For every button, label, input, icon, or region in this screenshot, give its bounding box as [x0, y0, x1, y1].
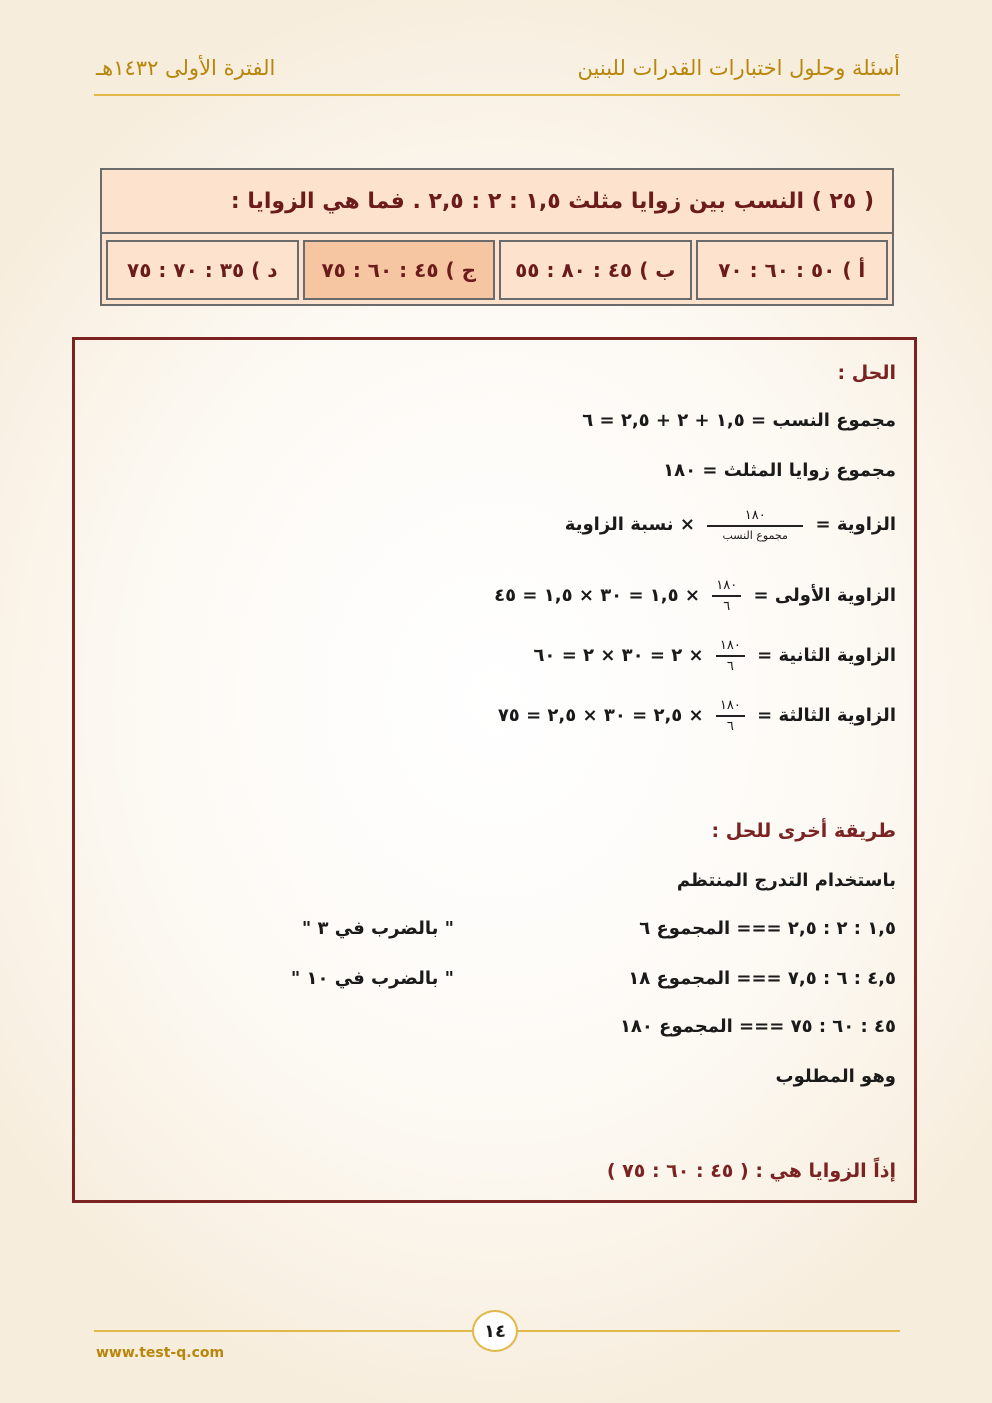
angle-3-fraction — [716, 698, 745, 734]
option-a-value: ٥٠ : ٦٠ : ٧٠ — [718, 258, 836, 282]
note-multiply-3: " بالضرب في ٣ " — [301, 918, 454, 939]
angle-1-rest: × ١,٥ = ٣٠ × ١,٥ = ٤٥ — [494, 584, 700, 606]
solution-heading: الحل : — [837, 362, 896, 384]
angle-3-line — [498, 698, 896, 734]
sum-of-angles: مجموع زوايا المثلث = ١٨٠ — [663, 460, 896, 481]
fraction-numerator: ١٨٠ — [716, 578, 738, 593]
options-row — [102, 236, 892, 304]
fraction-numerator: ١٨٠ — [719, 638, 741, 653]
angle-2-rest: × ٢ = ٣٠ × ٢ = ٦٠ — [533, 644, 704, 666]
angle-1-line — [494, 578, 896, 614]
fraction-numerator: ١٨٠ — [719, 698, 741, 713]
fraction-denominator: ٦ — [726, 658, 734, 674]
step-1: ١,٥ : ٢ : ٢,٥ === المجموع ٦ — [639, 918, 896, 939]
header-book-title: أسئلة وحلول اختبارات القدرات للبنين — [577, 56, 900, 80]
question-text: ( ٢٥ ) النسب بين زوايا مثلث ١,٥ : ٢ : ٢,٥ . فما هي الزوايا : — [102, 170, 892, 234]
fraction-denominator: ٦ — [726, 718, 734, 734]
angle-2-label: الزاوية الثانية = — [757, 644, 896, 666]
formula-line — [565, 508, 896, 542]
alt-solution-heading: طريقة أخرى للحل : — [711, 820, 896, 842]
formula-numerator: ١٨٠ — [744, 508, 766, 523]
footer-divider-right — [518, 1330, 900, 1332]
option-c-label: ج ) — [445, 258, 477, 282]
alt-intro: باستخدام التدرج المنتظم — [676, 870, 896, 891]
angle-3-rest: × ٢,٥ = ٣٠ × ٢,٥ = ٧٥ — [497, 704, 704, 726]
option-a[interactable] — [696, 240, 889, 300]
angle-2-fraction — [716, 638, 745, 674]
option-d[interactable] — [106, 240, 299, 300]
solution-box — [72, 337, 917, 1203]
step-2: ٤,٥ : ٦ : ٧,٥ === المجموع ١٨ — [628, 968, 896, 989]
footer-url[interactable]: www.test-q.com — [96, 1345, 225, 1361]
angle-1-fraction — [712, 578, 741, 614]
option-b-label: ب ) — [639, 258, 676, 282]
option-b-value: ٤٥ : ٨٠ : ٥٥ — [515, 258, 633, 282]
formula-fraction — [707, 508, 803, 542]
formula-right: × نسبة الزاوية — [564, 513, 695, 535]
header-period: الفترة الأولى ١٤٣٢هـ — [96, 56, 276, 80]
formula-left: الزاوية = — [815, 513, 896, 535]
formula-denominator: مجموع النسب — [722, 528, 788, 542]
step-3: ٤٥ : ٦٠ : ٧٥ === المجموع ١٨٠ — [619, 1016, 896, 1037]
option-d-value: ٣٥ : ٧٠ : ٧٥ — [127, 258, 245, 282]
angle-2-line — [533, 638, 896, 674]
footer-divider-left — [94, 1330, 472, 1332]
angle-1-label: الزاوية الأولى = — [753, 584, 896, 606]
page-number: ١٤ — [472, 1310, 518, 1352]
sum-of-ratios: مجموع النسب = ١,٥ + ٢ + ٢,٥ = ٦ — [582, 410, 896, 431]
option-b[interactable] — [499, 240, 692, 300]
angle-3-label: الزاوية الثالثة = — [757, 704, 896, 726]
header-divider — [94, 94, 900, 96]
final-answer: إذاً الزوايا هي : ( ٤٥ : ٦٠ : ٧٥ ) — [606, 1160, 896, 1182]
option-c-correct[interactable] — [303, 240, 496, 300]
note-multiply-10: " بالضرب في ١٠ " — [290, 968, 454, 989]
fraction-denominator: ٦ — [723, 598, 731, 614]
option-c-value: ٤٥ : ٦٠ : ٧٥ — [321, 258, 439, 282]
question-table — [100, 168, 894, 306]
required-text: وهو المطلوب — [775, 1066, 896, 1087]
option-d-label: د ) — [251, 258, 278, 282]
option-a-label: أ ) — [842, 258, 866, 282]
